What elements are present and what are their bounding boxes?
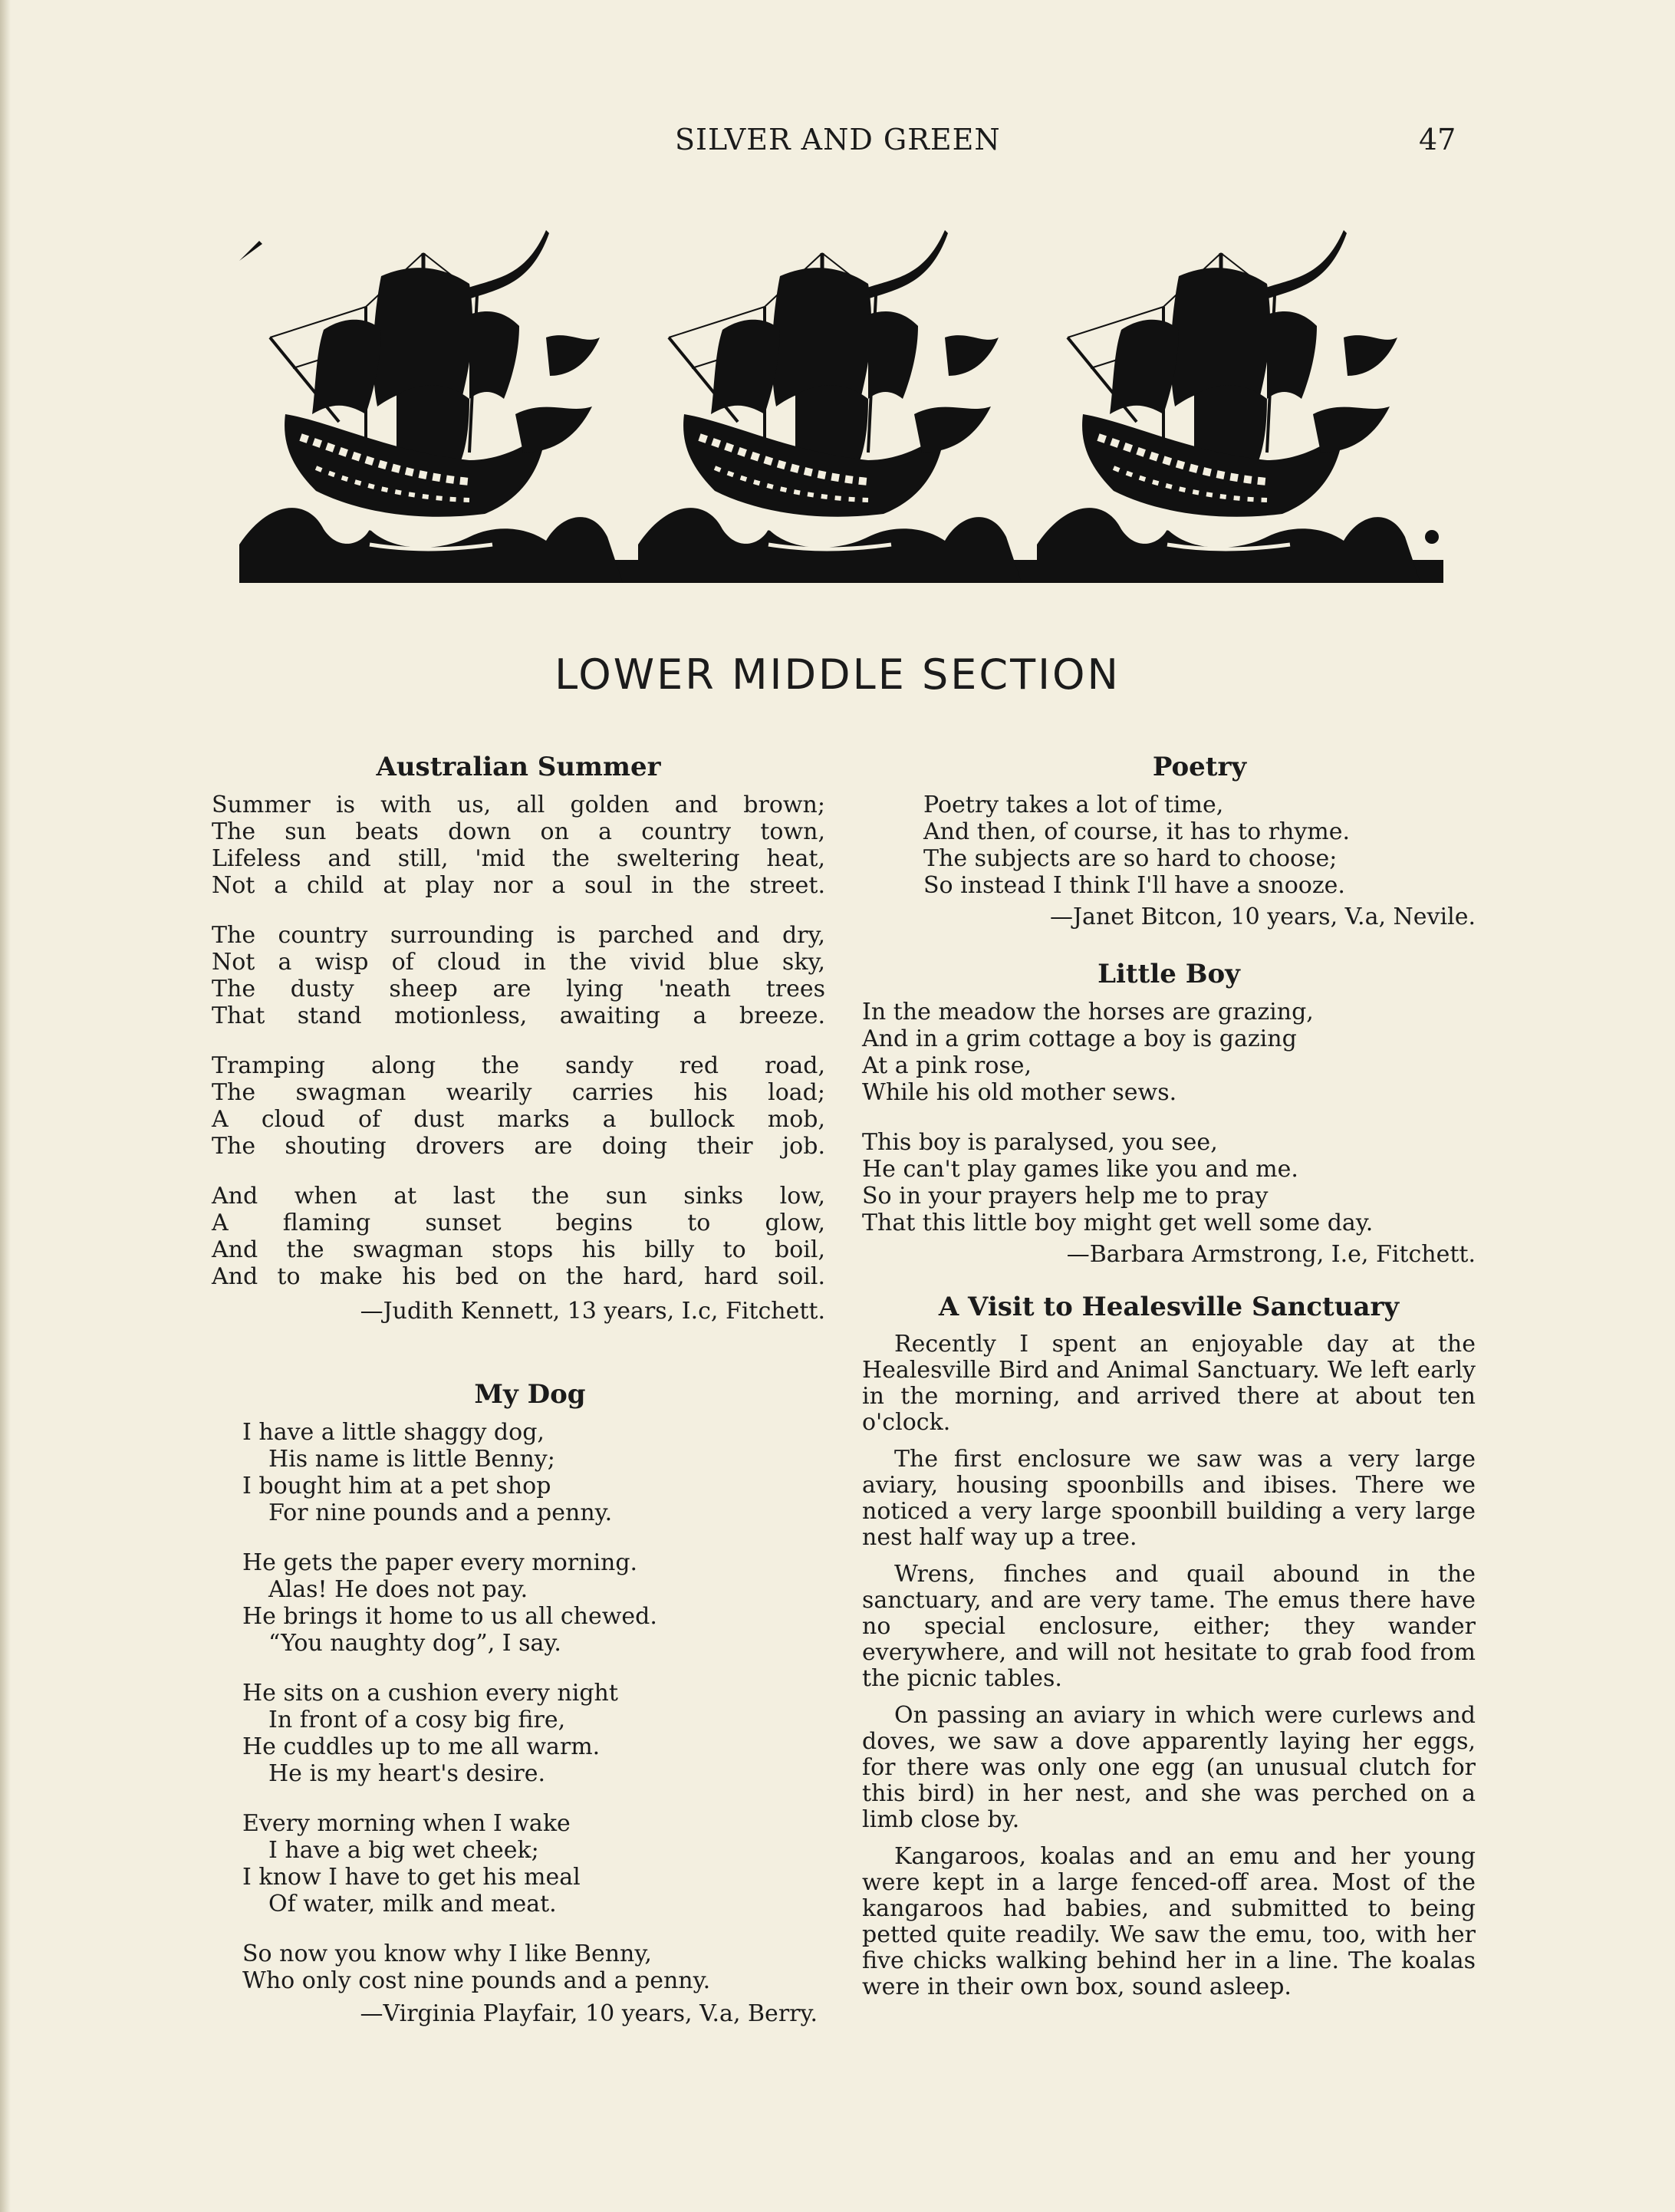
verse-line: Tramping along the sandy red road, <box>212 1052 825 1079</box>
page-edge-shadow <box>0 0 11 2212</box>
verse-line: And the swagman stops his billy to boil, <box>212 1236 825 1263</box>
article-paragraph: On passing an aviary in which were curlews and doves, we saw a dove apparently laying her eggs, for there was only one egg (an unusual clutch for this bird) in her nest, and she was perched on a limb close by. <box>862 1702 1476 1833</box>
article-paragraph: Wrens, finches and quail abound in the sanctuary, and are very tame. The emus there have no special enclosure, either; they wander everywhere, and will not hesitate to grab food from the picnic tables. <box>862 1561 1476 1692</box>
attribution: —Janet Bitcon, 10 years, V.a, Nevile. <box>1050 904 1476 930</box>
right-column <box>862 752 1476 2011</box>
verse-line: The dusty sheep are lying 'neath trees <box>212 976 825 1002</box>
verse-line: Who only cost nine pounds and a penny. <box>242 1967 711 1994</box>
attribution: —Virginia Playfair, 10 years, V.a, Berry. <box>360 2000 818 2027</box>
verse-line: He brings it home to us all chewed. <box>242 1603 657 1630</box>
verse-line: The sun beats down on a country town, <box>212 818 825 845</box>
verse-line: Not a child at play nor a soul in the street. <box>212 872 825 899</box>
article-title: A Visit to Healesville Sanctuary <box>938 1292 1400 1322</box>
verse-line: While his old mother sews. <box>862 1079 1177 1106</box>
verse-line: He sits on a cushion every night <box>242 1680 618 1707</box>
poem-my-dog <box>212 1379 825 2028</box>
verse-line: I have a little shaggy dog, <box>242 1419 545 1446</box>
stanza <box>212 1183 825 1290</box>
stanza <box>862 1129 1476 1236</box>
verse-line: In front of a cosy big fire, <box>268 1707 566 1733</box>
article-paragraph: Kangaroos, koalas and an emu and her young were kept in a large fenced-off area. Most of the kangaroos had babies, and submitted to being petted quite readily. We saw the emu, too, with her five chicks walking behind her in a line. The koalas were in their own box, sound asleep. <box>862 1843 1476 2000</box>
verse-line: In the meadow the horses are grazing, <box>862 999 1314 1025</box>
article-paragraph: The first enclosure we saw was a very large aviary, housing spoonbills and ibises. There we noticed a very large spoonbill building a very large nest half way up a tree. <box>862 1446 1476 1551</box>
verse-line: He can't play games like you and me. <box>862 1156 1298 1183</box>
verse-line: For nine pounds and a penny. <box>268 1499 613 1526</box>
verse-line: This boy is paralysed, you see, <box>862 1129 1218 1156</box>
poem-poetry <box>862 752 1476 931</box>
verse-line: The swagman wearily carries his load; <box>212 1079 825 1106</box>
stanza <box>212 1052 825 1160</box>
poem-title: Poetry <box>1152 752 1247 782</box>
verse-line: At a pink rose, <box>862 1052 1032 1079</box>
article-healesville <box>862 1292 1476 2000</box>
poem-title: Australian Summer <box>376 752 661 782</box>
verse-line: I have a big wet cheek; <box>268 1837 539 1864</box>
article-paragraph: Recently I spent an enjoyable day at the Healesville Bird and Animal Sanctuary. We left early in the morning, and arrived there at about ten o'clock. <box>862 1331 1476 1436</box>
page-number: 47 <box>1419 123 1456 156</box>
verse-line: That stand motionless, awaiting a breeze. <box>212 1002 825 1029</box>
verse-line: So in your prayers help me to pray <box>862 1183 1269 1210</box>
poem-australian-summer <box>212 752 825 1325</box>
verse-line: A cloud of dust marks a bullock mob, <box>212 1106 825 1133</box>
verse-line: Lifeless and still, 'mid the sweltering heat, <box>212 845 825 872</box>
stanza <box>923 792 1476 899</box>
attribution: —Judith Kennett, 13 years, I.c, Fitchett. <box>360 1298 825 1325</box>
ships-banner-illustration <box>239 222 1443 583</box>
verse-line: So now you know why I like Benny, <box>242 1940 652 1967</box>
verse-line: He is my heart's desire. <box>268 1760 546 1787</box>
verse-line: Poetry takes a lot of time, <box>923 792 1224 818</box>
verse-line: The subjects are so hard to choose; <box>923 845 1338 872</box>
verse-line: I bought him at a pet shop <box>242 1473 551 1499</box>
poem-little-boy <box>862 959 1476 1269</box>
stanza <box>862 999 1476 1106</box>
verse-line: Summer is with us, all golden and brown; <box>212 792 825 818</box>
verse-line: That this little boy might get well some day. <box>862 1210 1374 1236</box>
section-title: LOWER MIDDLE SECTION <box>554 650 1121 699</box>
stanza <box>242 1680 818 1787</box>
verse-line: He gets the paper every morning. <box>242 1549 638 1576</box>
verse-line: And when at last the sun sinks low, <box>212 1183 825 1210</box>
verse-line: And to make his bed on the hard, hard soil. <box>212 1263 825 1290</box>
stanza <box>242 1419 818 1526</box>
verse-line: He cuddles up to me all warm. <box>242 1733 601 1760</box>
stanza <box>212 792 825 899</box>
verse-line: So instead I think I'll have a snooze. <box>923 872 1345 899</box>
left-column <box>212 752 825 2059</box>
verse-line: And then, of course, it has to rhyme. <box>923 818 1351 845</box>
stanza <box>212 922 825 1029</box>
verse-line: “You naughty dog”, I say. <box>268 1630 561 1657</box>
verse-line: And in a grim cottage a boy is gazing <box>862 1025 1297 1052</box>
stanza <box>242 1549 818 1657</box>
attribution: —Barbara Armstrong, I.e, Fitchett. <box>1066 1241 1476 1268</box>
poem-title: Little Boy <box>1097 959 1240 989</box>
verse-line: A flaming sunset begins to glow, <box>212 1210 825 1236</box>
verse-line: The shouting drovers are doing their job. <box>212 1133 825 1160</box>
verse-line: The country surrounding is parched and dry, <box>212 922 825 949</box>
running-head <box>0 123 1675 161</box>
verse-line: Of water, milk and meat. <box>268 1891 557 1917</box>
stanza <box>242 1810 818 1917</box>
verse-line: I know I have to get his meal <box>242 1864 581 1891</box>
verse-line: Every morning when I wake <box>242 1810 571 1837</box>
stanza <box>242 1940 818 1994</box>
journal-title: SILVER AND GREEN <box>675 123 1001 156</box>
verse-line: Alas! He does not pay. <box>268 1576 528 1603</box>
verse-line: Not a wisp of cloud in the vivid blue sky, <box>212 949 825 976</box>
verse-line: His name is little Benny; <box>268 1446 555 1473</box>
poem-title: My Dog <box>474 1379 586 1410</box>
